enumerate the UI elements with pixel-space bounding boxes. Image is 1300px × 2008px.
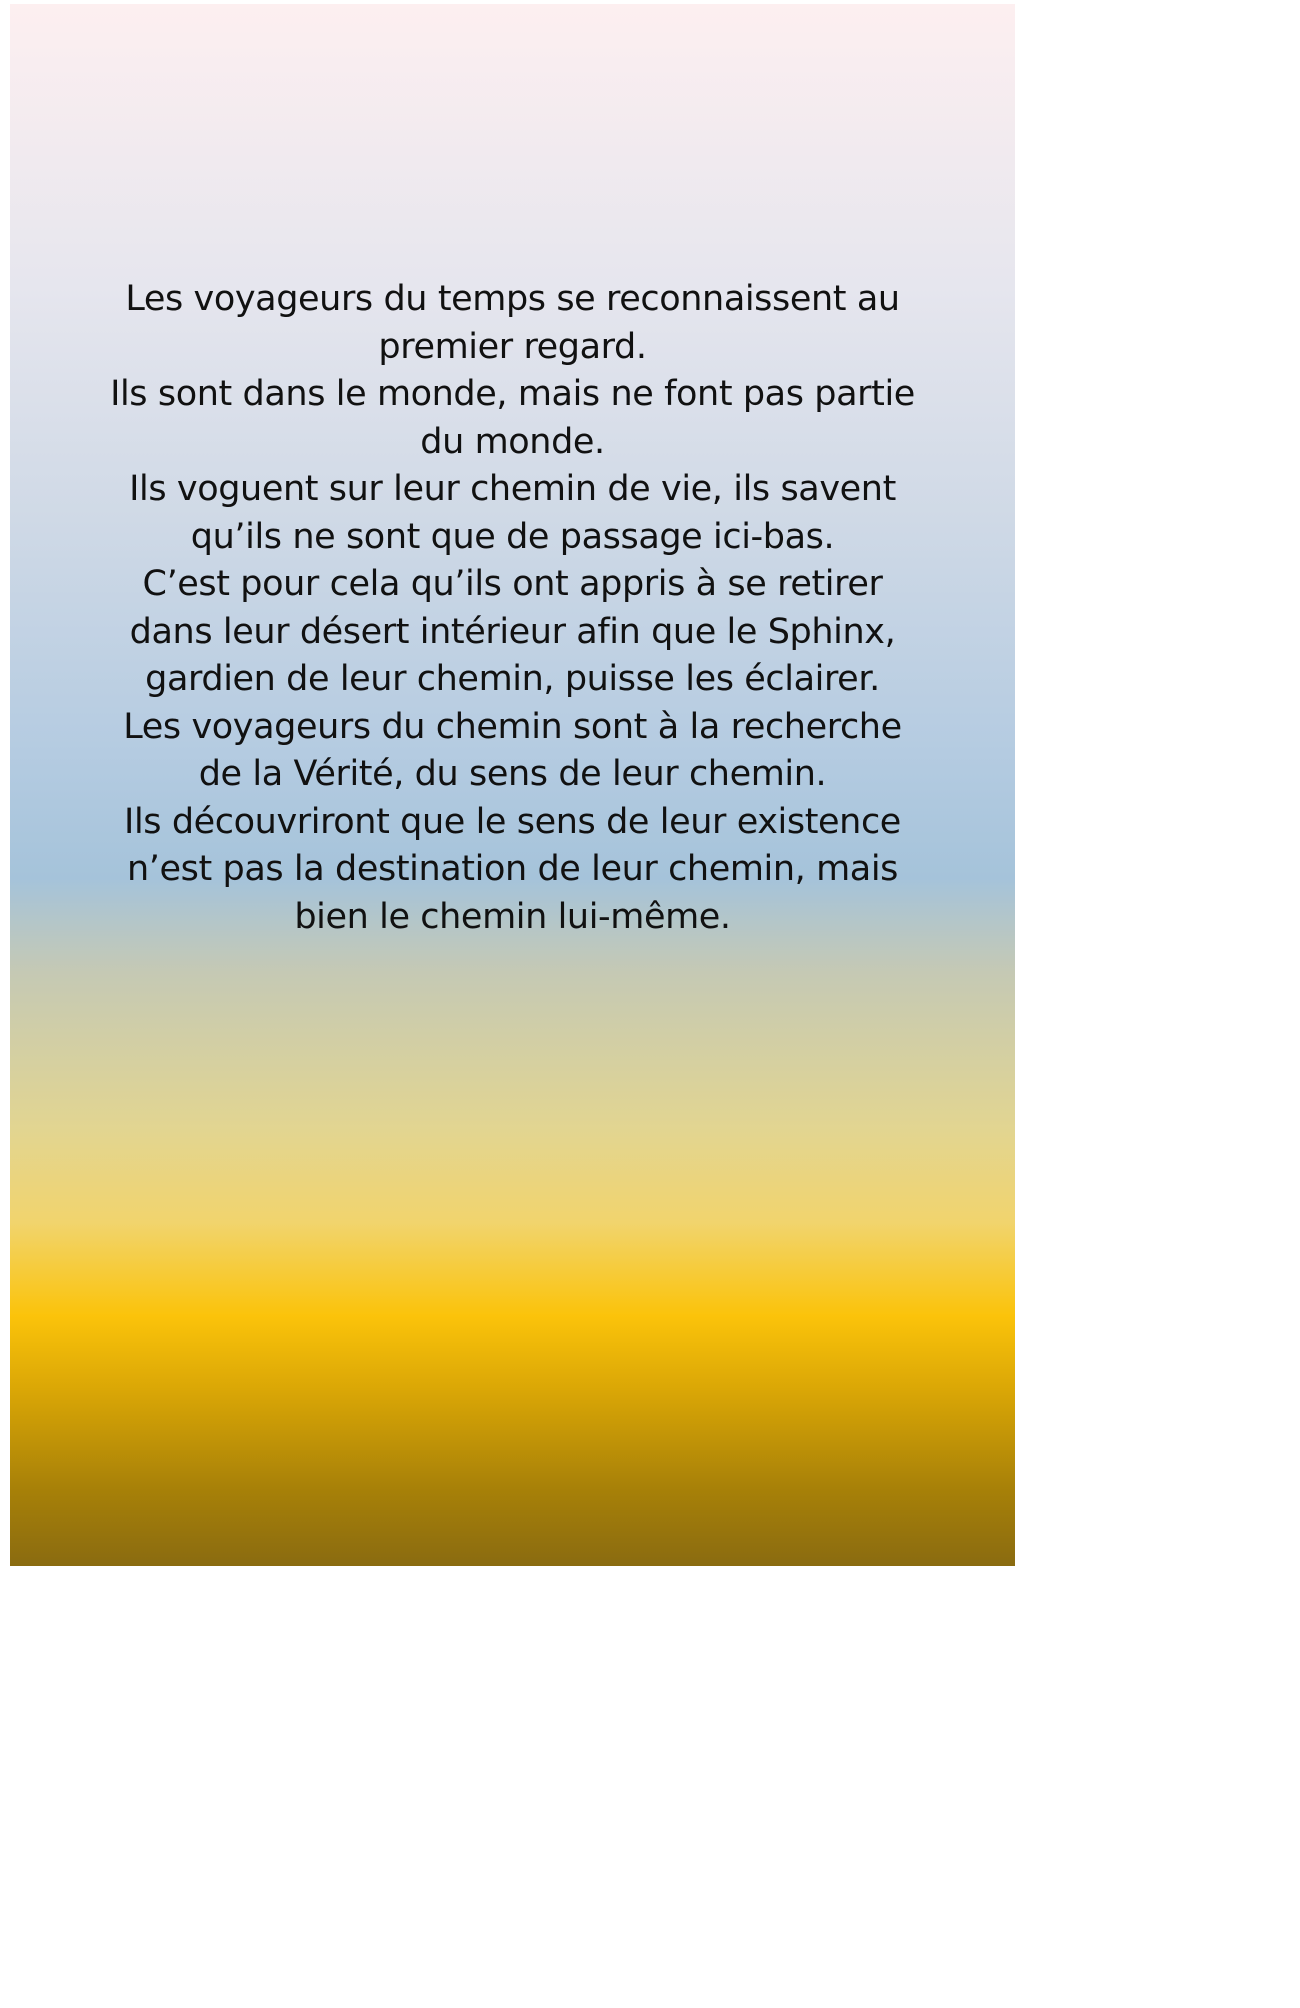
poem-line: Les voyageurs du temps se reconnaissent au — [125, 279, 900, 319]
poem-line: dans leur désert intérieur afin que le Sphinx, — [129, 611, 896, 652]
poem-line: bien le chemin lui-même. — [294, 896, 731, 937]
page-background — [10, 4, 1015, 1566]
poem-line: Ils voguent sur leur chemin de vie, ils savent — [129, 469, 896, 509]
poem-line: C’est pour cela qu’ils ont appris à se retirer — [142, 564, 883, 604]
poem-line: n’est pas la destination de leur chemin, mais — [126, 849, 899, 889]
poem-line: Les voyageurs du chemin sont à la recherche — [123, 706, 902, 747]
poem-line: de la Vérité, du sens de leur chemin. — [198, 754, 827, 794]
poem-line: gardien de leur chemin, puisse les éclairer. — [145, 659, 880, 699]
poem-line: premier regard. — [378, 326, 647, 367]
poem-line: qu’ils ne sont que de passage ici-bas. — [190, 516, 835, 557]
poem-text — [10, 276, 1015, 941]
poem-line: Ils sont dans le monde, mais ne font pas partie — [110, 374, 915, 414]
poem-line: Ils découvriront que le sens de leur existence — [124, 801, 901, 842]
poem-line: du monde. — [420, 421, 605, 462]
